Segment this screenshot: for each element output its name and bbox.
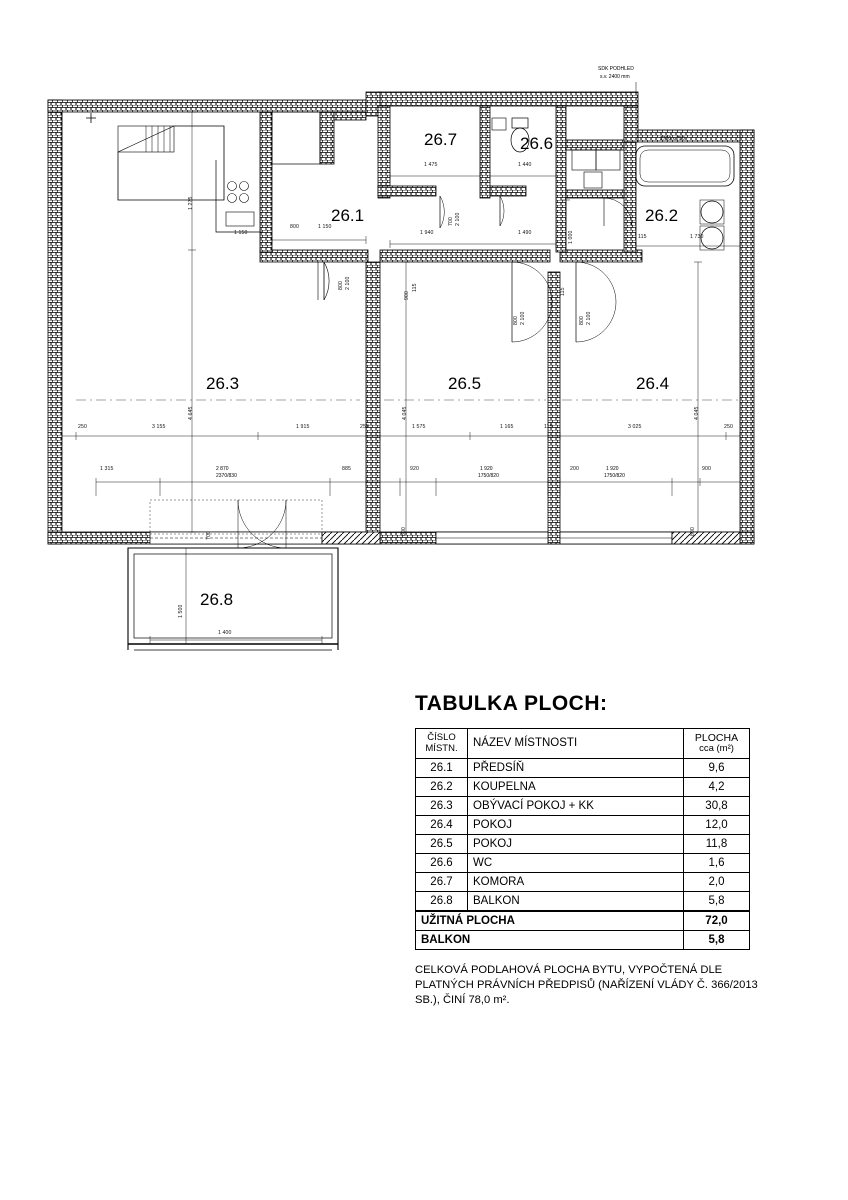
total-area-balcony: 5,8 bbox=[684, 931, 750, 950]
dim-v-15: 2 100 bbox=[520, 311, 526, 325]
table-row bbox=[416, 759, 750, 778]
annotation-window-1-width: 2 870 bbox=[216, 466, 229, 472]
dim-h-15: 115 bbox=[544, 424, 553, 430]
dim-h-19: 885 bbox=[342, 466, 351, 472]
cell-name: PŘEDSÍŇ bbox=[468, 759, 684, 778]
cell-name: POKOJ bbox=[468, 835, 684, 854]
room-label-26-8: 26.8 bbox=[200, 590, 234, 609]
cell-area: 30,8 bbox=[684, 797, 750, 816]
cell-number: 26.2 bbox=[416, 778, 468, 797]
area-table-head bbox=[416, 729, 750, 759]
dim-v-20: 700 bbox=[448, 217, 454, 226]
header-area-line2: cca (m²) bbox=[699, 743, 734, 755]
room-label-26-4: 26.4 bbox=[636, 374, 670, 393]
cell-name: KOUPELNA bbox=[468, 778, 684, 797]
total-area-usable: 72,0 bbox=[684, 911, 750, 931]
table-row bbox=[416, 797, 750, 816]
dim-h-23: 1 400 bbox=[218, 630, 232, 636]
dim-h-13: 1 575 bbox=[412, 424, 426, 430]
dim-h-12: 250 bbox=[360, 424, 369, 430]
total-label-balcony: BALKON bbox=[416, 931, 684, 950]
table-row bbox=[416, 892, 750, 912]
dim-h-2: 1 940 bbox=[420, 230, 434, 236]
dim-h-22: 900 bbox=[702, 466, 711, 472]
room-label-26-7: 26.7 bbox=[424, 130, 458, 149]
dim-v-12: 800 bbox=[690, 527, 696, 536]
table-row bbox=[416, 816, 750, 835]
dim-v-6: 115 bbox=[412, 283, 418, 292]
cell-area: 9,6 bbox=[684, 759, 750, 778]
dim-v-8: 115 bbox=[560, 287, 566, 296]
dim-v-7: 1 000 bbox=[568, 230, 574, 244]
cell-number: 26.7 bbox=[416, 873, 468, 892]
dim-h-4: 1 440 bbox=[518, 162, 532, 168]
table-total-row-usable bbox=[416, 911, 750, 931]
table-row bbox=[416, 778, 750, 797]
cell-number: 26.5 bbox=[416, 835, 468, 854]
room-label-26-1: 26.1 bbox=[331, 206, 365, 225]
dim-h-17: 250 bbox=[724, 424, 733, 430]
room-label-26-5: 26.5 bbox=[448, 374, 482, 393]
annotation-sdk-podhled: SDK PODHLED bbox=[598, 66, 634, 72]
dim-h-16: 3 025 bbox=[628, 424, 642, 430]
dim-h-20: 920 bbox=[410, 466, 419, 472]
cell-name: BALKON bbox=[468, 892, 684, 912]
cell-area: 11,8 bbox=[684, 835, 750, 854]
header-cell-area bbox=[684, 729, 750, 759]
dim-v-16: 800 bbox=[513, 316, 519, 325]
dim-h-7: 115 bbox=[638, 234, 647, 240]
dim-h-8: 800 bbox=[290, 224, 299, 230]
dim-v-1: 1 275 bbox=[188, 196, 194, 210]
dim-h-6: 1 730 bbox=[690, 234, 704, 240]
annotation-window-2-width: 1 920 bbox=[480, 466, 493, 472]
dim-h-24: 1 150 bbox=[234, 230, 248, 236]
annotation-window-2-sub: 1750/820 bbox=[478, 473, 499, 479]
header-number-line2: MÍSTN. bbox=[425, 742, 458, 754]
cell-number: 26.3 bbox=[416, 797, 468, 816]
dim-v-13: 2 100 bbox=[345, 276, 351, 290]
annotation-bathtub-size: 1700 x 750 bbox=[660, 136, 685, 142]
cell-name: KOMORA bbox=[468, 873, 684, 892]
table-footnote: CELKOVÁ PODLAHOVÁ PLOCHA BYTU, VYPOČTENÁ DLE PLATNÝCH PRÁVNÍCH PŘEDPISŮ (NAŘÍZENÍ VLÁDY Č. 366/2013 SB.), ČINÍ 78,0 m². bbox=[415, 964, 758, 1007]
dim-v-14: 800 bbox=[338, 281, 344, 290]
dim-h-11: 1 915 bbox=[296, 424, 310, 430]
dim-h-3: 1 475 bbox=[424, 162, 438, 168]
dim-h-5: 1 490 bbox=[518, 230, 532, 236]
dim-v-19: 2 100 bbox=[455, 212, 461, 226]
table-header-row bbox=[416, 729, 750, 759]
cell-number: 26.1 bbox=[416, 759, 468, 778]
cell-number: 26.4 bbox=[416, 816, 468, 835]
dim-h-1: 1 150 bbox=[318, 224, 332, 230]
cell-area: 5,8 bbox=[684, 892, 750, 912]
header-cell-number bbox=[416, 729, 468, 759]
header-cell-name: NÁZEV MÍSTNOSTI bbox=[468, 729, 684, 759]
table-total-row-balcony bbox=[416, 931, 750, 950]
dim-h-14: 1 165 bbox=[500, 424, 514, 430]
cell-area: 12,0 bbox=[684, 816, 750, 835]
room-label-26-2: 26.2 bbox=[645, 206, 679, 225]
dim-v-4: 4 045 bbox=[694, 406, 700, 420]
room-label-26-3: 26.3 bbox=[206, 374, 240, 393]
dim-h-21: 200 bbox=[570, 466, 579, 472]
annotation-window-3-sub: 1750/820 bbox=[604, 473, 625, 479]
annotation-sdk-height: s.v. 2400 mm bbox=[600, 74, 630, 80]
table-row bbox=[416, 854, 750, 873]
header-number-line1: ČÍSLO bbox=[427, 731, 456, 743]
dim-v-9: 1 500 bbox=[178, 604, 184, 618]
dim-v-11: 800 bbox=[401, 527, 407, 536]
area-table bbox=[415, 728, 750, 950]
table-row bbox=[416, 873, 750, 892]
dim-h-18: 1 315 bbox=[100, 466, 114, 472]
cell-area: 1,6 bbox=[684, 854, 750, 873]
dim-v-17: 2 100 bbox=[586, 311, 592, 325]
total-label-usable: UŽITNÁ PLOCHA bbox=[416, 911, 684, 931]
table-title: TABULKA PLOCH: bbox=[415, 692, 608, 715]
dim-h-10: 3 155 bbox=[152, 424, 166, 430]
dim-v-10: 700 bbox=[206, 531, 212, 540]
cell-name: WC bbox=[468, 854, 684, 873]
cell-name: OBÝVACÍ POKOJ + KK bbox=[468, 797, 684, 816]
dim-v-5: 900 bbox=[404, 291, 410, 300]
annotation-window-3-width: 1 920 bbox=[606, 466, 619, 472]
cell-name: POKOJ bbox=[468, 816, 684, 835]
dim-v-3: 4 045 bbox=[402, 406, 408, 420]
cell-area: 4,2 bbox=[684, 778, 750, 797]
dim-v-2: 4 645 bbox=[188, 406, 194, 420]
dim-v-18: 800 bbox=[579, 316, 585, 325]
header-area-line1: PLOCHA bbox=[694, 732, 739, 744]
annotation-window-1-sub: 2370/830 bbox=[216, 473, 237, 479]
room-label-26-6: 26.6 bbox=[520, 134, 554, 153]
cell-number: 26.8 bbox=[416, 892, 468, 912]
table-row bbox=[416, 835, 750, 854]
cell-area: 2,0 bbox=[684, 873, 750, 892]
dim-h-9: 250 bbox=[78, 424, 87, 430]
area-table-body bbox=[416, 759, 750, 950]
cell-number: 26.6 bbox=[416, 854, 468, 873]
area-table-section bbox=[415, 692, 835, 1008]
